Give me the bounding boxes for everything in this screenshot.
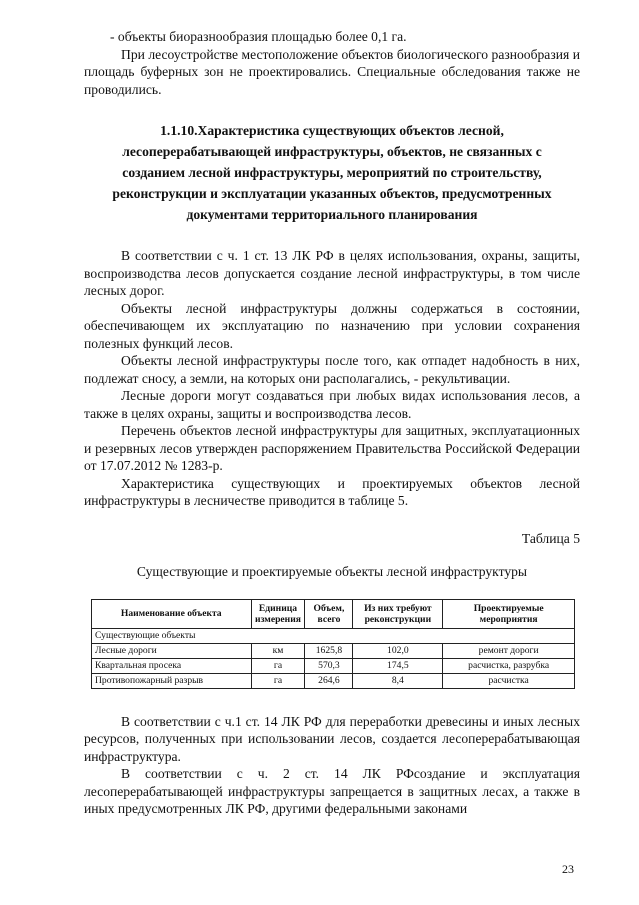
table-header-cell: Проектируемые мероприятия — [443, 599, 575, 628]
table-group-row — [92, 628, 575, 643]
paragraph: Лесные дороги могут создаваться при любых видах использования лесов, а также в целях охраны, защиты и воспроизводства лесов. — [84, 388, 580, 421]
paragraph: Характеристика существующих и проектируемых объектов лесной инфраструктуры в лесничестве приводится в таблице 5. — [84, 475, 580, 508]
paragraph: В соответствии с ч. 1 ст. 13 ЛК РФ в целях использования, охраны, защиты, воспроизводства лесов допускается создание лесной инфраструктуры, в том числе лесных дорог. — [84, 248, 580, 298]
paragraph: В соответствии с ч. 2 ст. 14 ЛК РФсоздание и эксплуатация лесоперерабатывающей инфраструктуры запрещается в защитных лесах, а также в иных предусмотренных ЛК РФ, другими федеральными законами — [84, 766, 580, 816]
table-title: Существующие и проектируемые объекты лесной инфраструктуры — [136, 564, 528, 579]
table-header-cell: Единица измерения — [251, 599, 305, 628]
infrastructure-table — [91, 599, 575, 689]
table-cell: ремонт дороги — [443, 643, 575, 658]
table-cell: 570,3 — [305, 658, 353, 673]
table-group-label: Существующие объекты — [92, 628, 575, 643]
table-cell: 174,5 — [353, 658, 443, 673]
section-heading-line: созданием лесной инфраструктуры, мероприятий по строительству, — [122, 165, 542, 180]
paragraph: Объекты лесной инфраструктуры должны содержаться в состоянии, обеспечивающем их эксплуатацию по назначению при условии сохранения полезных функций лесов. — [84, 300, 580, 351]
paragraph: Объекты лесной инфраструктуры после того, как отпадет надобность в них, подлежат сносу, а земли, на которых они располагались, - рекультивации. — [84, 353, 580, 386]
section-heading-line: 1.1.10.Характеристика существующих объектов лесной, — [160, 123, 504, 138]
page-number: 23 — [562, 862, 574, 876]
section-heading-line: документами территориального планирования — [186, 207, 478, 222]
section-heading-line: лесоперерабатывающей инфраструктуры, объектов, не связанных с — [122, 144, 542, 159]
section-heading — [84, 120, 580, 225]
table-cell: га — [251, 658, 305, 673]
document-page — [84, 28, 580, 818]
table-label: Таблица 5 — [521, 530, 580, 546]
table-row — [92, 658, 575, 673]
table-header-cell: Наименование объекта — [92, 599, 252, 628]
table-cell: 102,0 — [353, 643, 443, 658]
table-row — [92, 643, 575, 658]
table-header-row — [92, 599, 575, 628]
paragraph: В соответствии с ч.1 ст. 14 ЛК РФ для переработки древесины и иных лесных ресурсов, полученных при использовании лесов, создается лесоперерабатывающая инфраструктура. — [84, 713, 580, 764]
table-cell: 1625,8 — [305, 643, 353, 658]
table-cell: Квартальная просека — [92, 658, 252, 673]
table-cell: км — [251, 643, 305, 658]
table-cell: расчистка, разрубка — [443, 658, 575, 673]
bullet-line: - объекты биоразнообразия площадью более 0,1 га. — [110, 29, 407, 44]
table-header-cell: Объем, всего — [305, 599, 353, 628]
table-cell: расчистка — [443, 673, 575, 688]
paragraph: При лесоустройстве местоположение объектов биологического разнообразия и площадь буферных зон не проектировались. Специальные обследования также не проводились. — [84, 46, 580, 97]
section-heading-line: реконструкции и эксплуатации указанных объектов, предусмотренных — [112, 186, 552, 201]
table-cell: 8,4 — [353, 673, 443, 688]
table-row — [92, 673, 575, 688]
table-cell: га — [251, 673, 305, 688]
table-cell: Противопожарный разрыв — [92, 673, 252, 688]
table-cell: 264,6 — [305, 673, 353, 688]
paragraph: Перечень объектов лесной инфраструктуры для защитных, эксплуатационных и резервных лесов утвержден распоряжением Правительства Российской Федерации от 17.07.2012 № 1283-р. — [84, 423, 580, 473]
table-header-cell: Из них требуют реконструкции — [353, 599, 443, 628]
table-cell: Лесные дороги — [92, 643, 252, 658]
